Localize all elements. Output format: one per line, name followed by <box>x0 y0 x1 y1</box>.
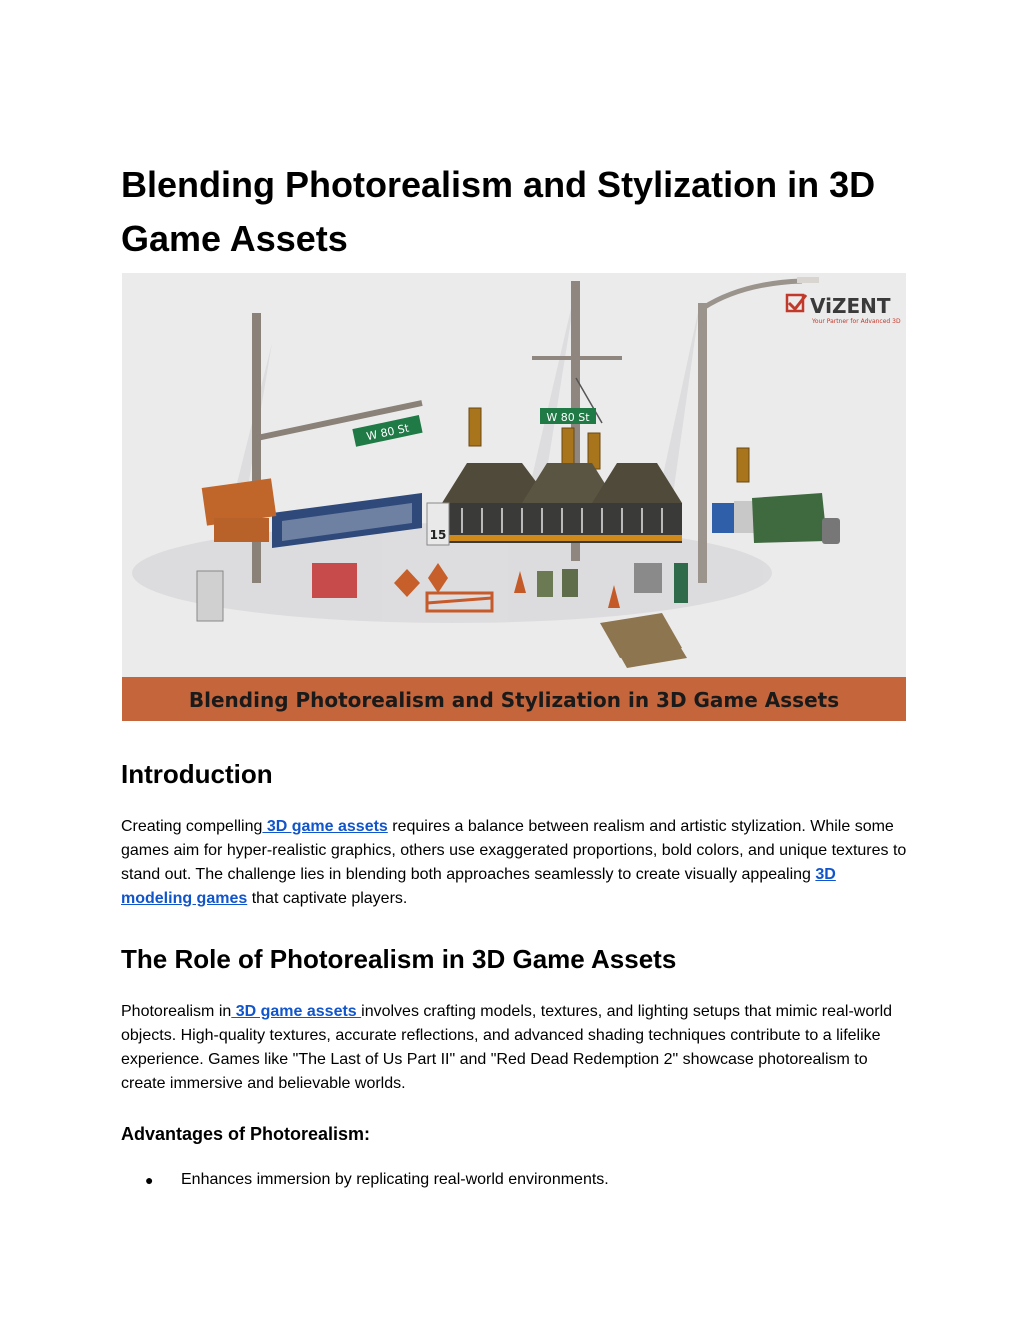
speed-sign-text: 15 <box>429 528 447 542</box>
intro-text-3: that captivate players. <box>247 890 408 907</box>
logo-tagline: Your Partner for Advanced 3D <box>812 318 901 325</box>
intro-text-2: requires a balance between realism and artistic stylization. While some games aim for hyper-realistic graphics, others use exaggerated proportions, bold colors, and unique textures to stand out. The challenge lies in blending both approaches seamlessly to create visually appealing <box>121 818 907 883</box>
hero-banner-text: Blending Photorealism and Stylization in 3D Game Assets <box>188 688 840 712</box>
intro-paragraph <box>121 815 911 911</box>
link-3d-game-assets-2[interactable]: 3D game assets <box>231 1003 362 1020</box>
section-heading-introduction: Introduction <box>121 759 273 789</box>
hero-image <box>122 273 906 721</box>
shelter-kiosk <box>442 463 682 543</box>
role-text-1: Photorealism in <box>121 1003 232 1020</box>
advantages-list <box>121 1168 911 1192</box>
intro-text-1: Creating compelling <box>121 818 263 835</box>
list-item <box>121 1168 911 1192</box>
subheading-advantages: Advantages of Photorealism: <box>121 1124 371 1144</box>
section-heading-role-of-photorealism: The Role of Photorealism in 3D Game Assets <box>121 944 677 974</box>
page-title: Blending Photorealism and Stylization in 3D Game Assets <box>121 164 876 259</box>
street-sign-text-1: W 80 St <box>365 421 411 444</box>
role-paragraph <box>121 1000 911 1096</box>
role-text-2: involves crafting models, textures, and lighting setups that mimic real-world objects. High-quality textures, accurate reflections, and advanced shading techniques contribute to a lifelike experience. Games like "The Last of Us Part II" and "Red Dead Redemption 2" showcase photorealism to create immersive and believable worlds. <box>121 1003 893 1092</box>
street-sign-text-2: W 80 St <box>546 411 590 424</box>
list-item-text: Enhances immersion by replicating real-world environments. <box>181 1171 609 1188</box>
link-3d-modeling-games[interactable]: 3D modeling games <box>121 866 836 907</box>
logo-name: ViZENT <box>810 294 891 318</box>
bullet-icon: ● <box>145 1172 154 1188</box>
link-3d-game-assets[interactable]: 3D game assets <box>262 818 388 835</box>
